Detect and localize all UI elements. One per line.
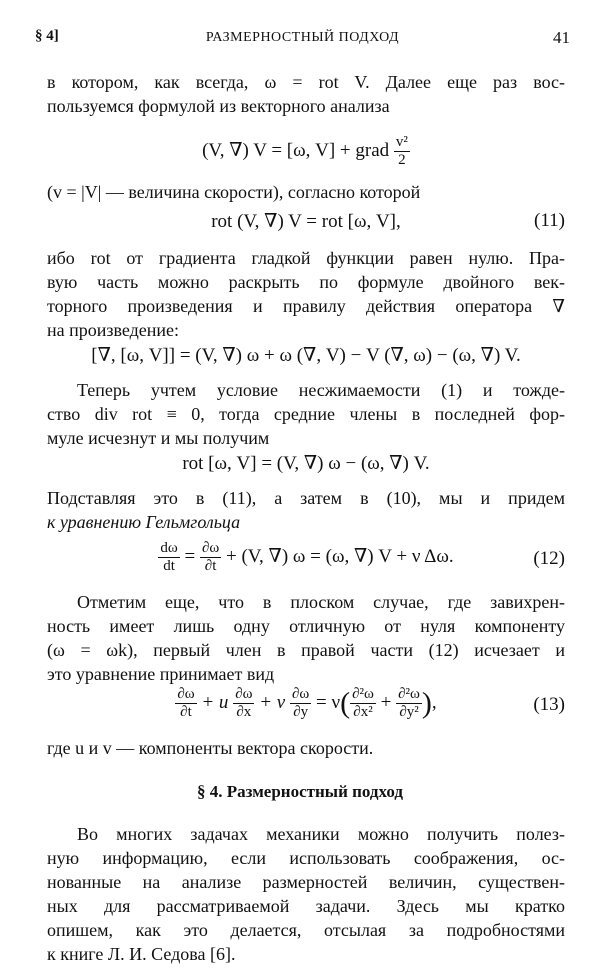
paragraph-speed [47, 180, 565, 204]
coefficient: + u [201, 691, 229, 713]
denominator: ∂x² [353, 704, 373, 720]
denominator: ∂y² [399, 704, 419, 720]
text-line: (ω = ωk), первый член в правой части (12) исчезает и [47, 640, 565, 660]
text-line: Во многих задачах механики можно получить полез- [77, 824, 565, 844]
text-line: опишем, как это делается, отсылая за подробностями [47, 920, 565, 940]
numerator: ∂ω [292, 686, 310, 702]
numerator: ∂²ω [352, 686, 374, 702]
text-line: муле исчезнут и мы получим [47, 428, 270, 448]
text-line: в котором, как всегда, ω = rot V. Далее еще раз вос- [47, 72, 565, 92]
text-line: ство div rot ≡ 0, тогда средние члены в последней фор- [47, 404, 565, 424]
section-mark: § 4] [35, 28, 59, 44]
section-heading: § 4. Размерностный подход [197, 782, 403, 801]
text-line: на произведение: [47, 320, 180, 340]
denominator: 2 [398, 152, 406, 168]
equation-body: rot (V, ∇) V = rot [ω, V], [211, 211, 401, 232]
equation-triple-product [47, 344, 565, 374]
text-line: ность имеет лишь одну отличную от нуля компоненту [47, 616, 565, 636]
equation-13: $\frac{\partial\omega}{\partial t}$ + u $\frac{\partial\omega}{\partial x}$ + v $\frac{\partial\omega}{\partial y}$ = ν( $\frac{\text{∂²ω}}{\text{∂x²}}$ + $\frac{\text{∂²ω}}{\text{∂y²}}$ ), (13) [177, 686, 565, 720]
paragraph-vorticity [47, 70, 565, 118]
fraction [200, 540, 221, 575]
text-line: Теперь учтем условие несжимаемости (1) и тожде- [77, 380, 565, 400]
equation-11 [47, 210, 565, 240]
equation-body: rot [ω, V] = (V, ∇) ω − (ω, ∇) V. [182, 453, 430, 474]
paragraph-components [47, 736, 565, 760]
text-line: вую часть можно раскрыть по формуле двойного век- [47, 272, 565, 292]
text-line: Подставляя это в (11), а затем в (10), мы и придем [47, 488, 565, 508]
page-number: 41 [553, 28, 570, 47]
equals-nu: = ν [316, 691, 341, 713]
paragraph-rot [47, 246, 565, 342]
text-line: торного произведения и правилу действия оператора ∇ [47, 296, 565, 316]
text-line: Отметим еще, что в плоском случае, где завихрен- [77, 592, 565, 612]
text-line: к уравнению Гельмгольца [47, 512, 241, 532]
numerator: ∂ω [201, 540, 220, 556]
paragraph-helmholtz [47, 486, 565, 534]
text-line: (v = |V| — величина скорости), согласно которой [47, 182, 421, 202]
denominator: ∂t [180, 704, 192, 720]
plus-sign: + [380, 691, 392, 713]
paragraph-dimensional [47, 822, 565, 966]
fraction [233, 686, 254, 721]
text-line: ибо rot от градиента гладкой функции равен нулю. Пра- [47, 248, 565, 268]
equation-number: (13) [533, 694, 565, 715]
equation-grad [47, 128, 565, 168]
fraction [290, 686, 311, 721]
denominator: ∂t [204, 558, 217, 574]
fraction [158, 540, 179, 575]
equation-number: (11) [534, 210, 565, 231]
text-line: где u и v — компоненты вектора скорости. [47, 738, 374, 758]
text-line: ных для рассматриваемой задачи. Здесь мы кратко [47, 896, 565, 916]
numerator: v² [395, 134, 408, 150]
fraction [396, 686, 422, 721]
equation-12: $\frac{d\omega}{dt}$ = $\frac{\partial\omega}{\partial t}$ + (V, ∇) ω = (ω, ∇) V + ν Δω. (12) [160, 540, 565, 574]
fraction [394, 134, 410, 169]
equation-number: (12) [533, 548, 565, 569]
fraction [175, 686, 196, 721]
text-line: к книге Л. И. Седова [6]. [47, 944, 236, 964]
numerator: ∂²ω [398, 686, 420, 702]
text-line: это уравнение принимает вид [47, 664, 275, 684]
text-line: нованные на анализе размерностей величин, существен- [47, 872, 565, 892]
equation-lhs: (V, ∇) V = [ω, V] + grad [202, 139, 390, 161]
paragraph-incompressible [47, 378, 565, 450]
denominator: ∂x [236, 704, 252, 720]
numerator: ∂ω [235, 686, 253, 702]
coefficient: + v [259, 691, 286, 713]
running-header [35, 28, 570, 50]
text-line: ную информацию, если использовать соображения, ос- [47, 848, 565, 868]
equation-rest: + (V, ∇) ω = (ω, ∇) V + ν Δω. [225, 545, 454, 567]
denominator: dt [163, 558, 175, 574]
denominator: ∂y [293, 704, 309, 720]
fraction [350, 686, 376, 721]
text-line: пользуемся формулой из векторного анализа [47, 96, 390, 116]
equation-body: [∇, [ω, V]] = (V, ∇) ω + ω (∇, V) − V (∇, ω) − (ω, ∇) V. [91, 345, 521, 366]
numerator: ∂ω [177, 686, 195, 702]
running-title: РАЗМЕРНОСТНЫЙ ПОДХОД [205, 30, 400, 45]
paragraph-planar [47, 590, 565, 686]
equation-rot [47, 452, 565, 482]
numerator: dω [160, 540, 178, 556]
